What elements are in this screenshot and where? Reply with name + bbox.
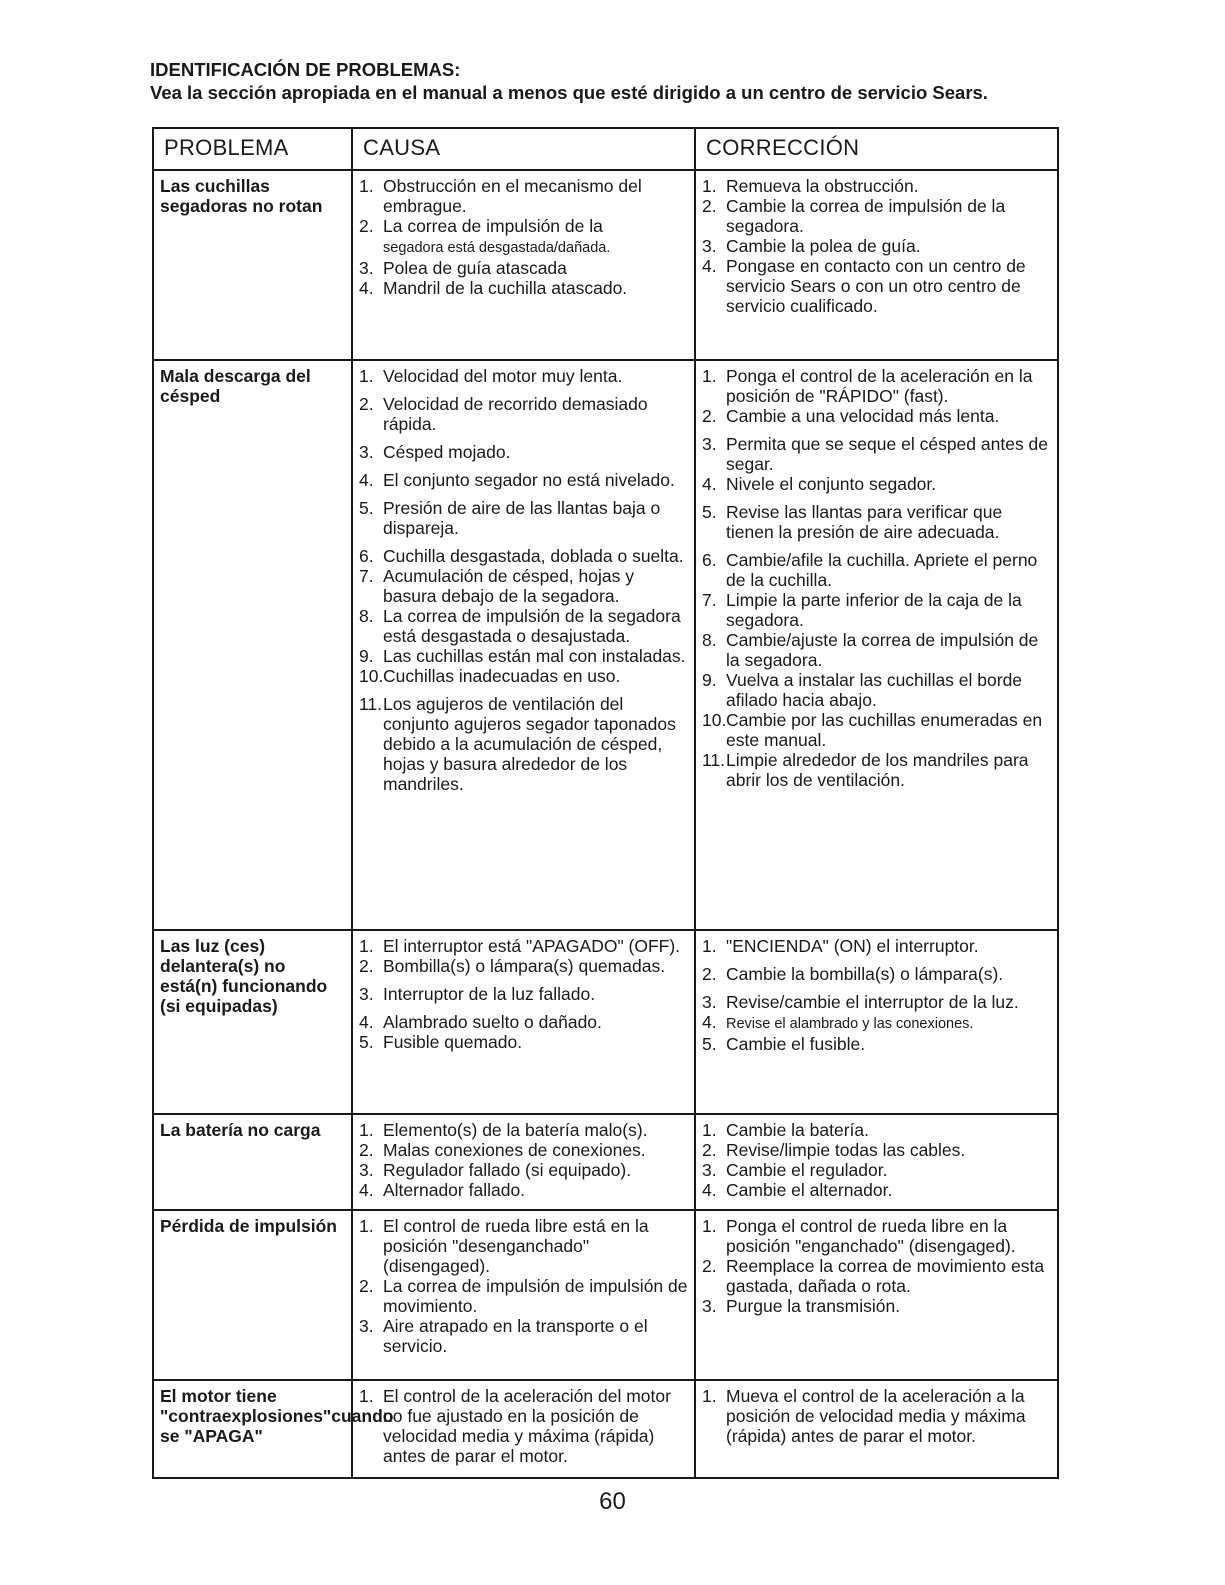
list-item	[359, 956, 690, 976]
header-problem: PROBLEMA	[153, 128, 352, 170]
item-number: 4.	[359, 1180, 374, 1200]
item-number: 2.	[702, 196, 717, 216]
item-text: Cambie/afile la cuchilla. Apriete el perno de la cuchilla.	[726, 550, 1038, 590]
item-text: Cuchilla desgastada, doblada o suelta.	[383, 546, 684, 566]
item-number: 1.	[359, 176, 374, 196]
troubleshooting-table	[152, 127, 1059, 1479]
item-text: Mueva el control de la aceleración a la posición de velocidad media y máxima (rápida) antes de parar el motor.	[726, 1386, 1026, 1446]
correction-list	[702, 1120, 1053, 1200]
list-item	[702, 992, 1053, 1012]
item-text: Aire atrapado en la transporte o el servicio.	[383, 1316, 648, 1356]
list-item	[359, 1140, 690, 1160]
item-number: 1.	[702, 176, 717, 196]
item-text: Ponga el control de la aceleración en la posición de "RÁPIDO" (fast).	[726, 366, 1033, 406]
list-item	[359, 1012, 690, 1032]
item-number: 2.	[359, 956, 374, 976]
table-body	[153, 170, 1058, 1478]
item-number: 3.	[702, 992, 717, 1012]
item-text: La correa de impulsión de impulsión de movimiento.	[383, 1276, 688, 1316]
list-item	[359, 258, 690, 278]
item-text-small: Revise el alambrado y las conexiones.	[726, 1016, 974, 1032]
item-text: Ponga el control de rueda libre en la posición "enganchado" (disengaged).	[726, 1216, 1016, 1256]
page-heading: IDENTIFICACIÓN DE PROBLEMAS:	[150, 59, 461, 80]
item-number: 3.	[359, 442, 374, 462]
item-number: 1.	[702, 1120, 717, 1140]
item-number: 9.	[359, 646, 374, 666]
list-item	[702, 236, 1053, 256]
list-item	[359, 1276, 690, 1316]
item-number: 2.	[359, 394, 374, 414]
item-text: Mandril de la cuchilla atascado.	[383, 278, 628, 298]
list-item	[359, 498, 690, 538]
list-item	[702, 1180, 1053, 1200]
item-text-small: segadora está desgastada/dañada.	[383, 240, 611, 256]
cause-cell	[352, 930, 695, 1114]
correction-cell	[695, 930, 1058, 1114]
item-number: 4.	[702, 1180, 717, 1200]
list-item	[359, 566, 690, 606]
list-item	[702, 750, 1053, 790]
item-number: 11.	[359, 694, 383, 714]
item-text: Acumulación de césped, hojas y basura debajo de la segadora.	[383, 566, 634, 606]
item-number: 1.	[702, 936, 717, 956]
header-correction: CORRECCIÓN	[695, 128, 1058, 170]
table-row	[153, 170, 1058, 360]
item-text: "ENCIENDA" (ON) el interruptor.	[726, 936, 979, 956]
item-text: Nivele el conjunto segador.	[726, 474, 937, 494]
list-item	[359, 278, 690, 298]
list-item	[359, 606, 690, 646]
item-text: La correa de impulsión de la segadora está desgastada o desajustada.	[383, 606, 681, 646]
correction-list	[702, 366, 1053, 790]
item-number: 1.	[359, 366, 374, 386]
item-text: El conjunto segador no está nivelado.	[383, 470, 675, 490]
page-subheading: Vea la sección apropiada en el manual a menos que esté dirigido a un centro de servicio Sears.	[150, 82, 988, 103]
table-row	[153, 360, 1058, 930]
correction-cell	[695, 1380, 1058, 1478]
list-item	[702, 474, 1053, 494]
list-item	[359, 1160, 690, 1180]
problem-cell: Las cuchillas segadoras no rotan	[153, 170, 352, 360]
cause-list	[359, 1386, 690, 1466]
list-item	[359, 216, 690, 258]
item-number: 3.	[702, 236, 717, 256]
header-cause: CAUSA	[352, 128, 695, 170]
correction-cell	[695, 1114, 1058, 1210]
problem-cell: El motor tiene "contraexplosiones"cuando se "APAGA"	[153, 1380, 352, 1478]
list-item	[702, 964, 1053, 984]
list-item	[359, 1316, 690, 1356]
item-number: 2.	[702, 406, 717, 426]
correction-cell	[695, 360, 1058, 930]
item-number: 1.	[702, 1216, 717, 1236]
item-number: 5.	[359, 1032, 374, 1052]
item-number: 1.	[359, 936, 374, 956]
problem-cell: Pérdida de impulsión	[153, 1210, 352, 1380]
list-item	[359, 394, 690, 434]
item-number: 7.	[702, 590, 717, 610]
correction-list	[702, 176, 1053, 316]
item-text: Remueva la obstrucción.	[726, 176, 919, 196]
list-item	[702, 550, 1053, 590]
list-item	[702, 176, 1053, 196]
item-number: 2.	[359, 216, 374, 236]
item-number: 10.	[702, 710, 727, 730]
item-text: Polea de guía atascada	[383, 258, 567, 278]
item-text: Velocidad del motor muy lenta.	[383, 366, 623, 386]
item-number: 2.	[702, 1140, 717, 1160]
item-number: 1.	[359, 1120, 374, 1140]
problem-cell: Las luz (ces) delantera(s) no está(n) funcionando (si equipadas)	[153, 930, 352, 1114]
cause-list	[359, 936, 690, 1052]
correction-cell	[695, 1210, 1058, 1380]
item-number: 7.	[359, 566, 374, 586]
item-text: Permita que se seque el césped antes de segar.	[726, 434, 1049, 474]
list-item	[702, 670, 1053, 710]
item-number: 3.	[702, 434, 717, 454]
item-number: 10.	[359, 666, 384, 686]
list-item	[359, 694, 690, 794]
list-item	[359, 176, 690, 216]
table-row	[153, 1380, 1058, 1478]
cause-list	[359, 1120, 690, 1200]
cause-cell	[352, 1380, 695, 1478]
item-number: 5.	[702, 1034, 717, 1054]
list-item	[702, 1034, 1053, 1054]
item-text: Cambie la polea de guía.	[726, 236, 921, 256]
item-text: Alambrado suelto o dañado.	[383, 1012, 602, 1032]
list-item	[702, 1012, 1053, 1034]
item-text: Cambie por las cuchillas enumeradas en este manual.	[726, 710, 1043, 750]
cause-cell	[352, 1114, 695, 1210]
item-text: Césped mojado.	[383, 442, 511, 462]
list-item	[359, 1216, 690, 1276]
list-item	[702, 936, 1053, 956]
item-number: 3.	[359, 1316, 374, 1336]
list-item	[359, 936, 690, 956]
list-item	[359, 646, 690, 666]
item-number: 3.	[702, 1160, 717, 1180]
item-number: 4.	[702, 256, 717, 276]
list-item	[359, 1386, 690, 1466]
item-text: El interruptor está "APAGADO" (OFF).	[383, 936, 681, 956]
list-item	[702, 366, 1053, 406]
table-header-row	[153, 128, 1058, 170]
item-number: 3.	[702, 1296, 717, 1316]
item-number: 1.	[359, 1386, 374, 1406]
item-text: Obstrucción en el mecanismo del embrague.	[383, 176, 642, 216]
item-text: Revise las llantas para verificar que tienen la presión de aire adecuada.	[726, 502, 1003, 542]
correction-list	[702, 1386, 1053, 1446]
list-item	[702, 406, 1053, 426]
list-item	[702, 256, 1053, 316]
problem-cell: Mala descarga del césped	[153, 360, 352, 930]
list-item	[359, 442, 690, 462]
item-number: 1.	[702, 366, 717, 386]
list-item	[702, 710, 1053, 750]
problem-cell: La batería no carga	[153, 1114, 352, 1210]
list-item	[359, 1032, 690, 1052]
list-item	[702, 1120, 1053, 1140]
cause-list	[359, 366, 690, 794]
list-item	[702, 196, 1053, 236]
list-item	[702, 434, 1053, 474]
list-item	[702, 1386, 1053, 1446]
item-number: 4.	[702, 1012, 717, 1032]
item-text: Bombilla(s) o lámpara(s) quemadas.	[383, 956, 666, 976]
item-number: 6.	[359, 546, 374, 566]
item-text: Cambie la correa de impulsión de la segadora.	[726, 196, 1006, 236]
item-number: 1.	[702, 1386, 717, 1406]
item-text: Regulador fallado (si equipado).	[383, 1160, 632, 1180]
item-number: 3.	[359, 984, 374, 1004]
list-item	[702, 590, 1053, 630]
item-text: Malas conexiones de conexiones.	[383, 1140, 646, 1160]
page-number: 60	[599, 1488, 626, 1515]
item-number: 11.	[702, 750, 726, 770]
item-text: Revise/cambie el interruptor de la luz.	[726, 992, 1019, 1012]
item-number: 2.	[359, 1276, 374, 1296]
item-text: Presión de aire de las llantas baja o dispareja.	[383, 498, 661, 538]
cause-cell	[352, 360, 695, 930]
correction-list	[702, 936, 1053, 1054]
table-row	[153, 930, 1058, 1114]
item-text: Revise/limpie todas las cables.	[726, 1140, 966, 1160]
cause-cell	[352, 170, 695, 360]
list-item	[702, 1296, 1053, 1316]
item-number: 1.	[359, 1216, 374, 1236]
item-number: 3.	[359, 258, 374, 278]
item-number: 8.	[359, 606, 374, 626]
item-text: El control de rueda libre está en la posición "desenganchado" (disengaged).	[383, 1216, 649, 1276]
table-row	[153, 1114, 1058, 1210]
item-text: Reemplace la correa de movimiento esta gastada, dañada o rota.	[726, 1256, 1045, 1296]
item-number: 8.	[702, 630, 717, 650]
list-item	[359, 666, 690, 686]
item-number: 4.	[359, 1012, 374, 1032]
item-number: 3.	[359, 1160, 374, 1180]
list-item	[702, 502, 1053, 542]
list-item	[359, 984, 690, 1004]
item-number: 2.	[359, 1140, 374, 1160]
list-item	[702, 630, 1053, 670]
item-number: 2.	[702, 1256, 717, 1276]
item-text: Alternador fallado.	[383, 1180, 526, 1200]
item-text: Pongase en contacto con un centro de servicio Sears o con un otro centro de servicio cualificado.	[726, 256, 1026, 316]
item-text: Limpie la parte inferior de la caja de la segadora.	[726, 590, 1022, 630]
correction-list	[702, 1216, 1053, 1316]
item-text: Cambie el regulador.	[726, 1160, 888, 1180]
cause-cell	[352, 1210, 695, 1380]
item-number: 6.	[702, 550, 717, 570]
item-text: Cambie a una velocidad más lenta.	[726, 406, 1000, 426]
item-text: Cambie el alternador.	[726, 1180, 893, 1200]
item-text: Velocidad de recorrido demasiado rápida.	[383, 394, 648, 434]
item-number: 4.	[359, 470, 374, 490]
item-number: 5.	[359, 498, 374, 518]
item-number: 4.	[702, 474, 717, 494]
item-text: Cambie la bombilla(s) o lámpara(s).	[726, 964, 1004, 984]
item-text: Fusible quemado.	[383, 1032, 523, 1052]
correction-cell	[695, 170, 1058, 360]
item-text: Purgue la transmisión.	[726, 1296, 901, 1316]
list-item	[359, 1120, 690, 1140]
item-text: Limpie alrededor de los mandriles para abrir los de ventilación.	[726, 750, 1029, 790]
item-text: Vuelva a instalar las cuchillas el borde afilado hacia abajo.	[726, 670, 1023, 710]
list-item	[702, 1256, 1053, 1296]
item-number: 2.	[702, 964, 717, 984]
item-number: 9.	[702, 670, 717, 690]
item-text: Interruptor de la luz fallado.	[383, 984, 596, 1004]
list-item	[359, 546, 690, 566]
list-item	[702, 1160, 1053, 1180]
table-row	[153, 1210, 1058, 1380]
item-text: Cambie la batería.	[726, 1120, 869, 1140]
item-text: Cuchillas inadecuadas en uso.	[383, 666, 621, 686]
cause-list	[359, 176, 690, 298]
item-text: Cambie/ajuste la correa de impulsión de la segadora.	[726, 630, 1039, 670]
item-text: Elemento(s) de la batería malo(s).	[383, 1120, 648, 1140]
list-item	[359, 366, 690, 386]
item-text: El control de la aceleración del motor no fue ajustado en la posición de velocidad media y máxima (rápida) antes de parar el motor.	[383, 1386, 671, 1466]
item-text: Los agujeros de ventilación del conjunto agujeros segador taponados debido a la acumulación de césped, hojas y basura alrededor de los mandriles.	[383, 694, 676, 794]
item-text: La correa de impulsión de la	[383, 216, 603, 236]
item-number: 4.	[359, 278, 374, 298]
item-number: 5.	[702, 502, 717, 522]
list-item	[359, 1180, 690, 1200]
item-text: Cambie el fusible.	[726, 1034, 866, 1054]
cause-list	[359, 1216, 690, 1356]
list-item	[359, 470, 690, 490]
item-text: Las cuchillas están mal con instaladas.	[383, 646, 686, 666]
list-item	[702, 1216, 1053, 1256]
list-item	[702, 1140, 1053, 1160]
